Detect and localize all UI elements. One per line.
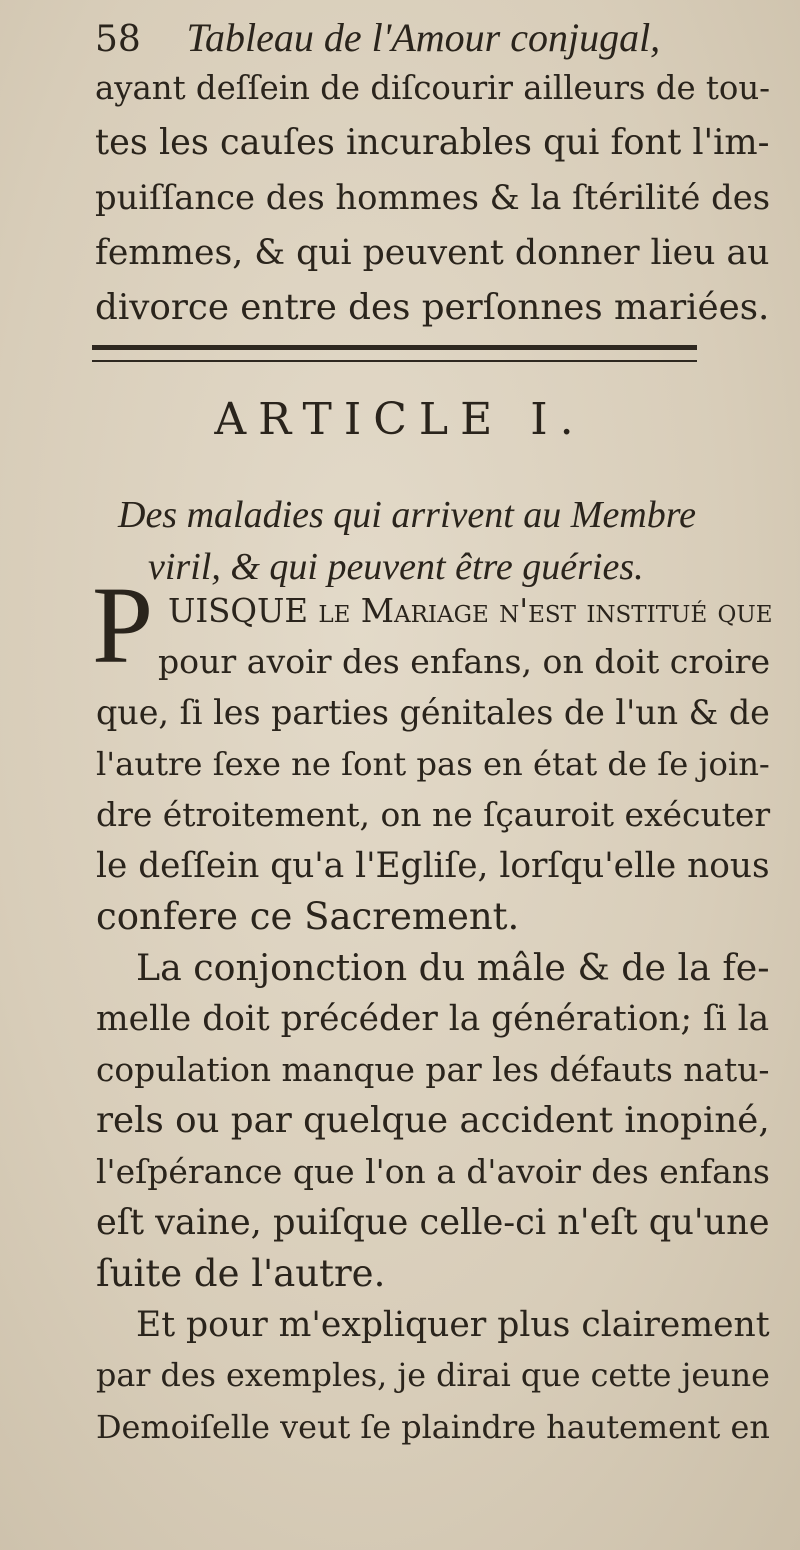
text-line: UISQUE le Mariage n'eſt inſtitué que <box>168 592 773 630</box>
running-title: Tableau de l'Amour conjugal, <box>186 15 661 60</box>
text-line: rels ou par quelque accident inopiné, <box>96 1100 770 1141</box>
text-line: l'eſpérance que l'on a d'avoir des enfans <box>96 1152 770 1191</box>
page-number: 58 <box>95 19 141 60</box>
text-line: melle doit précéder la génération; ſi la <box>96 999 770 1039</box>
text-line: dre étroitement, on ne ſçauroit exécuter <box>96 795 771 834</box>
text-line: femmes, & qui peuvent donner lieu au <box>95 233 770 273</box>
text-line: le deſſein qu'a l'Egliſe, lorſqu'elle nous <box>96 846 770 886</box>
drop-cap: P <box>92 564 154 686</box>
text-line: par des exemples, je dirai que cette jeune <box>96 1358 770 1394</box>
text-line: copulation manque par les défauts natu- <box>96 1051 770 1089</box>
text-line: Demoiſelle veut ſe plaindre hautement en <box>96 1408 770 1446</box>
text-line: La conjonction du mâle & de la fe- <box>136 946 770 989</box>
text-line: pour avoir des enfans, on doit croire <box>158 642 771 681</box>
text-line: que, ſi les parties génitales de l'un & de <box>96 693 770 732</box>
text-line: tes les cauſes incurables qui font l'im- <box>95 122 770 163</box>
text-line: puiſſance des hommes & la ſtérilité des <box>95 178 771 217</box>
text-line: Et pour m'expliquer plus clairement <box>136 1305 770 1345</box>
article-subtitle-line: viril, & qui peuvent être guéries. <box>148 546 644 588</box>
running-header <box>95 14 735 64</box>
text-line: l'autre ſexe ne ſont pas en état de ſe join- <box>96 745 770 783</box>
section-divider <box>92 345 697 362</box>
article-heading: ARTICLE I. <box>214 394 586 445</box>
text-line: ayant deſſein de diſcourir ailleurs de tou- <box>95 69 771 107</box>
article-subtitle-line: Des maladies qui arrivent au Membre <box>118 494 696 536</box>
text-line: confere ce Sacrement. <box>96 895 520 938</box>
text-line: ſuite de l'autre. <box>96 1252 386 1295</box>
text-line: eſt vaine, puiſque celle-ci n'eſt qu'une <box>96 1202 770 1243</box>
text-line: divorce entre des perſonnes mariées. <box>95 287 770 328</box>
